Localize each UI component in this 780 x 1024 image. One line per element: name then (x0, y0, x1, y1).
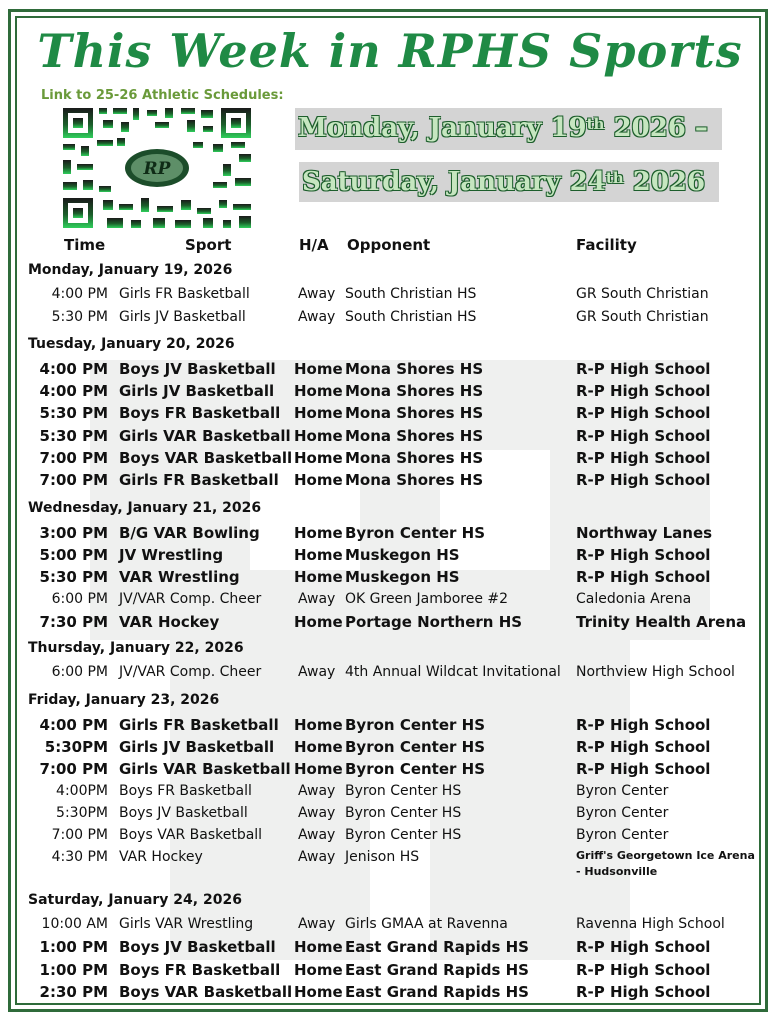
event-row (0, 613, 780, 633)
event-sport: Girls FR Basketball (119, 286, 250, 302)
event-sport: Boys JV Basketball (119, 804, 248, 821)
event-row (0, 382, 780, 402)
event-time: 5:00 PM (39, 546, 108, 565)
event-time: 10:00 AM (41, 916, 108, 932)
event-facility: Trinity Health Arena (576, 612, 747, 631)
event-time: 5:30PM (44, 738, 108, 757)
event-time: 7:00 PM (39, 760, 108, 779)
event-home-away: Home (294, 360, 343, 378)
event-facility: Northway Lanes (576, 524, 713, 542)
column-header-time: Time (64, 236, 106, 254)
event-facility: R-P High School (576, 404, 711, 423)
event-time: 1:00 PM (39, 938, 108, 957)
event-opponent: Byron Center HS (345, 782, 462, 799)
event-row (0, 716, 780, 736)
event-sport: Boys FR Basketball (119, 404, 281, 423)
event-time: 4:30 PM (51, 849, 108, 866)
event-row (0, 961, 780, 981)
event-home-away: Away (298, 782, 336, 799)
event-sport: Girls JV Basketball (119, 382, 275, 401)
event-home-away: Home (294, 938, 343, 957)
event-sport: Boys FR Basketball (119, 782, 252, 799)
event-facility: R-P High School (576, 360, 711, 378)
event-time: 3:00 PM (39, 524, 108, 542)
event-home-away: Home (294, 982, 343, 1001)
event-opponent: Byron Center HS (345, 716, 485, 734)
event-opponent: Byron Center HS (345, 760, 485, 779)
event-time: 4:00PM (56, 782, 108, 799)
event-home-away: Away (298, 804, 336, 821)
event-row (0, 760, 780, 780)
event-opponent: Mona Shores HS (345, 426, 484, 445)
event-time: 1:00 PM (39, 960, 108, 979)
event-home-away: Home (294, 546, 343, 565)
date-range-start: Monday, January 19th 2026 – (295, 108, 722, 150)
event-time: 4:00 PM (39, 716, 108, 734)
event-home-away: Home (294, 426, 343, 445)
event-row (0, 286, 780, 306)
event-opponent: Mona Shores HS (345, 448, 484, 467)
event-time: 5:30PM (56, 804, 108, 821)
column-header-sport: Sport (185, 236, 232, 254)
event-opponent: Muskegon HS (345, 568, 460, 587)
event-time: 5:30 PM (39, 404, 108, 423)
event-sport: Girls JV Basketball (119, 308, 246, 325)
event-facility: R-P High School (576, 448, 711, 467)
event-opponent: Jenison HS (345, 849, 420, 866)
event-facility: R-P High School (576, 471, 711, 489)
event-home-away: Home (294, 524, 343, 542)
event-home-away: Away (298, 664, 336, 680)
event-row (0, 568, 780, 588)
event-sport: Girls JV Basketball (119, 738, 275, 757)
event-home-away: Home (294, 760, 343, 779)
event-row (0, 546, 780, 566)
event-facility: R-P High School (576, 568, 711, 587)
event-facility: GR South Christian (576, 286, 709, 302)
qr-logo-text: RP (143, 159, 171, 179)
event-home-away: Home (294, 612, 343, 631)
event-opponent: Portage Northern HS (345, 612, 523, 631)
event-facility: R-P High School (576, 760, 711, 779)
event-time: 5:30 PM (39, 426, 108, 445)
event-opponent: Mona Shores HS (345, 404, 484, 423)
event-opponent: Muskegon HS (345, 546, 460, 565)
day-heading: Wednesday, January 21, 2026 (28, 500, 262, 516)
event-opponent: South Christian HS (345, 308, 477, 325)
event-time: 6:00 PM (51, 664, 108, 680)
event-sport: Girls VAR Wrestling (119, 916, 254, 932)
event-row (0, 938, 780, 958)
column-header-ha: H/A (299, 236, 329, 254)
event-row (0, 827, 780, 847)
event-time: 4:00 PM (51, 286, 108, 302)
event-home-away: Away (298, 308, 336, 325)
event-opponent: OK Green Jamboree #2 (345, 590, 509, 607)
event-sport: Boys VAR Basketball (119, 448, 293, 467)
column-header-facility: Facility (576, 236, 637, 254)
event-home-away: Home (294, 960, 343, 979)
event-time: 2:30 PM (39, 982, 108, 1001)
event-opponent: Girls GMAA at Ravenna (345, 916, 508, 932)
event-row (0, 916, 780, 936)
event-row (0, 983, 780, 1003)
event-time: 4:00 PM (39, 382, 108, 401)
day-heading: Tuesday, January 20, 2026 (28, 336, 235, 352)
event-sport: JV/VAR Comp. Cheer (119, 590, 262, 607)
event-row (0, 449, 780, 469)
event-sport: B/G VAR Bowling (119, 524, 260, 542)
event-facility: Byron Center (576, 782, 669, 799)
event-time: 6:00 PM (51, 590, 108, 607)
event-sport: Boys VAR Basketball (119, 827, 263, 843)
event-opponent: East Grand Rapids HS (345, 960, 529, 979)
event-facility: Ravenna High School (576, 916, 725, 932)
event-row (0, 309, 780, 329)
event-time: 5:30 PM (39, 568, 108, 587)
event-home-away: Home (294, 382, 343, 401)
event-facility: R-P High School (576, 426, 711, 445)
event-sport: Girls VAR Basketball (119, 760, 291, 779)
event-opponent: Byron Center HS (345, 738, 485, 757)
event-home-away: Away (298, 849, 336, 866)
event-time: 7:00 PM (39, 448, 108, 467)
event-home-away: Home (294, 448, 343, 467)
event-time: 4:00 PM (39, 360, 108, 378)
event-sport: VAR Hockey (119, 849, 203, 866)
day-heading: Friday, January 23, 2026 (28, 692, 220, 708)
event-facility: GR South Christian (576, 308, 709, 325)
event-row (0, 783, 780, 803)
event-sport: JV Wrestling (119, 546, 224, 565)
event-facility: R-P High School (576, 546, 711, 565)
event-row (0, 738, 780, 758)
event-row (0, 471, 780, 491)
event-opponent: East Grand Rapids HS (345, 938, 529, 957)
event-sport: Girls FR Basketball (119, 716, 279, 734)
event-time: 7:00 PM (39, 471, 108, 489)
event-row (0, 404, 780, 424)
event-opponent: Mona Shores HS (345, 360, 484, 378)
event-facility: Byron Center (576, 827, 669, 843)
event-opponent: East Grand Rapids HS (345, 982, 529, 1001)
event-home-away: Home (294, 568, 343, 587)
event-facility: R-P High School (576, 938, 711, 957)
day-heading: Monday, January 19, 2026 (28, 262, 233, 278)
event-sport: Boys VAR Basketball (119, 982, 293, 1001)
date-range-end: Saturday, January 24th 2026 (299, 162, 719, 202)
event-facility: R-P High School (576, 982, 711, 1001)
event-facility: Caledonia Arena (576, 590, 692, 607)
day-heading: Saturday, January 24, 2026 (28, 892, 242, 908)
event-row (0, 805, 780, 825)
event-facility: Griff's Georgetown Ice Arena - Hudsonville (576, 849, 755, 879)
event-opponent: South Christian HS (345, 286, 477, 302)
event-sport: Boys JV Basketball (119, 938, 276, 957)
event-row (0, 664, 780, 684)
event-row (0, 849, 780, 879)
event-home-away: Home (294, 404, 343, 423)
event-sport: JV/VAR Comp. Cheer (119, 664, 262, 680)
schedule-link-label: Link to 25-26 Athletic Schedules: (41, 88, 284, 103)
event-facility: Byron Center (576, 804, 669, 821)
event-sport: Boys FR Basketball (119, 960, 281, 979)
event-row (0, 524, 780, 544)
column-header-opponent: Opponent (347, 236, 431, 254)
day-heading: Thursday, January 22, 2026 (28, 640, 244, 656)
event-opponent: Byron Center HS (345, 804, 462, 821)
event-opponent: Byron Center HS (345, 827, 462, 843)
event-sport: VAR Wrestling (119, 568, 240, 587)
event-home-away: Away (298, 827, 336, 843)
event-time: 7:30 PM (39, 612, 108, 631)
event-sport: Girls FR Basketball (119, 471, 279, 489)
event-home-away: Home (294, 738, 343, 757)
event-facility: Northview High School (576, 664, 735, 680)
event-facility: R-P High School (576, 382, 711, 401)
event-time: 5:30 PM (51, 308, 108, 325)
event-facility: R-P High School (576, 960, 711, 979)
event-opponent: 4th Annual Wildcat Invitational (345, 664, 561, 680)
event-facility: R-P High School (576, 716, 711, 734)
page-title: This Week in RPHS Sports (37, 24, 743, 78)
event-row (0, 360, 780, 380)
event-sport: Boys JV Basketball (119, 360, 276, 378)
event-home-away: Away (298, 286, 336, 302)
event-sport: Girls VAR Basketball (119, 426, 291, 445)
event-row (0, 427, 780, 447)
event-home-away: Home (294, 471, 343, 489)
event-facility: R-P High School (576, 738, 711, 757)
event-home-away: Away (298, 590, 336, 607)
event-sport: VAR Hockey (119, 612, 220, 631)
event-time: 7:00 PM (51, 827, 108, 843)
event-opponent: Mona Shores HS (345, 382, 484, 401)
event-opponent: Mona Shores HS (345, 471, 484, 489)
qr-code[interactable] (63, 108, 251, 228)
event-home-away: Home (294, 716, 343, 734)
event-row (0, 591, 780, 611)
event-opponent: Byron Center HS (345, 524, 485, 542)
event-home-away: Away (298, 916, 336, 932)
